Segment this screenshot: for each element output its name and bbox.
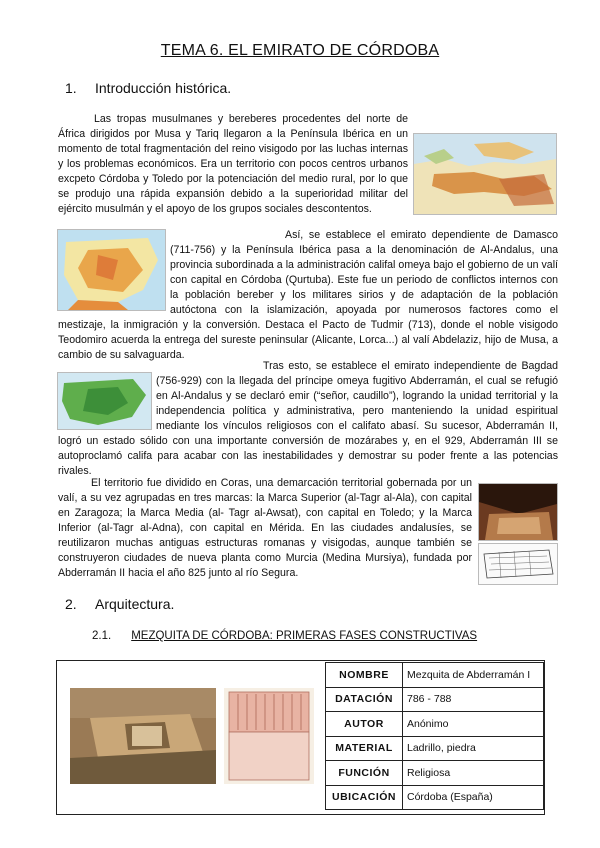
subsection-title: MEZQUITA DE CÓRDOBA: PRIMERAS FASES CONSTRUCTIVAS bbox=[131, 630, 478, 642]
info-key: NOMBRE bbox=[326, 663, 403, 688]
section-number: 2. bbox=[65, 596, 77, 612]
photo-mezquita-aerial bbox=[70, 688, 216, 784]
info-row bbox=[326, 712, 544, 737]
info-value: 786 - 788 bbox=[403, 687, 544, 712]
paragraph-1a bbox=[58, 112, 558, 217]
info-table bbox=[325, 662, 544, 810]
section-title: Arquitectura. bbox=[95, 596, 175, 612]
subsection-heading bbox=[92, 630, 477, 642]
paragraph-2-text: Así, se establece el emirato dependiente de Damasco (711-756) y la Península Ibérica pasa a la denominación de Al-Andalus, una provincia subordinada a la administración califal omeya bajo el gobierno de un valí con capital en Córdoba (Qurtuba). Este fue un periodo de conflictos internos con la población bereber y los militares sirios y de adaptación de la población autóctona con la islamización, apoyada por numerosos factores como el mestizaje, la inmigración y la conversión. Destaca el Pacto de Tudmir (713), donde el noble visigodo Teodomiro acuerda la entrega del sureste peninsular (Alicante, Lorca...) al valí Abdelaziz, hijo de Musa, a cambio de su salvaguarda. bbox=[58, 229, 558, 361]
info-key: AUTOR bbox=[326, 712, 403, 737]
info-key: FUNCIÓN bbox=[326, 761, 403, 786]
paragraph-2 bbox=[58, 228, 558, 363]
info-value: Anónimo bbox=[403, 712, 544, 737]
paragraph-1-text: Las tropas musulmanes y bereberes procedentes del norte de África dirigidos por Musa y Tariq llegaron a la Península Ibérica en un momento de total fragmentación del reino visigodo por las luchas internas y los problemas económicos. Era un territorio con pocos centros urbanos excpeto Córdoba y Toledo por la potenciación del medio rural, por lo que se produjo una rápida expansión debido a la superioridad militar del ejército musulmán y el apoyo de los grupos sociales descontentos. bbox=[58, 113, 408, 215]
subsection-number: 2.1. bbox=[92, 630, 112, 642]
floor-plan-mezquita bbox=[224, 688, 314, 784]
info-value: Mezquita de Abderramán I bbox=[403, 663, 544, 688]
section-title: Introducción histórica. bbox=[95, 80, 232, 96]
info-row bbox=[326, 663, 544, 688]
info-row bbox=[326, 785, 544, 810]
paragraph-4 bbox=[58, 476, 472, 581]
wrap-spacer bbox=[58, 359, 156, 434]
section-heading-2 bbox=[65, 596, 174, 612]
info-row bbox=[326, 736, 544, 761]
info-value: Ladrillo, piedra bbox=[403, 736, 544, 761]
info-key: MATERIAL bbox=[326, 736, 403, 761]
info-key: DATACIÓN bbox=[326, 687, 403, 712]
info-row bbox=[326, 761, 544, 786]
city-map-murcia bbox=[478, 543, 558, 585]
info-row bbox=[326, 687, 544, 712]
wrap-spacer bbox=[58, 228, 170, 318]
paragraph-3-text: Tras esto, se establece el emirato independiente de Bagdad (756-929) con la llegada del príncipe omeya fugitivo Abderramán, el cual se refugió en Al-Andalus y se declaró emir (“señor, caudillo”), logrando la unidad territorial y la independencia política y administrativa, pero manteniendo la unidad espiritual mediante los vínculos religiosos con el califato abasí. Su sucesor, Abderramán II, logró un estado sólido con una importante conversión de mozárabes y, en el 929, Abderramán III se autoproclamó califa para acabar con las inestabilidades y demostrar su poder frente a las potencias rivales. bbox=[58, 360, 558, 477]
section-heading-1 bbox=[65, 80, 231, 96]
paragraph-3 bbox=[58, 359, 558, 479]
info-value: Córdoba (España) bbox=[403, 785, 544, 810]
info-key: UBICACIÓN bbox=[326, 785, 403, 810]
info-value: Religiosa bbox=[403, 761, 544, 786]
page-title: TEMA 6. EL EMIRATO DE CÓRDOBA bbox=[160, 42, 440, 59]
paragraph-4-text: El territorio fue dividido en Coras, una demarcación territorial gobernada por un valí, a su vez agrupadas en tres marcas: la Marca Superior (al-Tagr al-Ala), con capital en Zaragoza; la Marca Media (al- Tagr al-Awsat), con capital en Toledo; y la Marca Inferior (al-Tagr al-Adna), con capital en Mérida. En las ciudades andalusíes, se reutilizaron muchas antiguas estructuras romanas y visigodas, aunque también se construyeron ciudades de nueva planta como Murcia (Medina Mursiya), fundada por Abderramán II hacia el año 825 junto al río Segura. bbox=[58, 477, 472, 579]
section-number: 1. bbox=[65, 80, 77, 96]
photo-archaeological-site bbox=[478, 483, 558, 541]
wrap-spacer bbox=[408, 112, 558, 217]
